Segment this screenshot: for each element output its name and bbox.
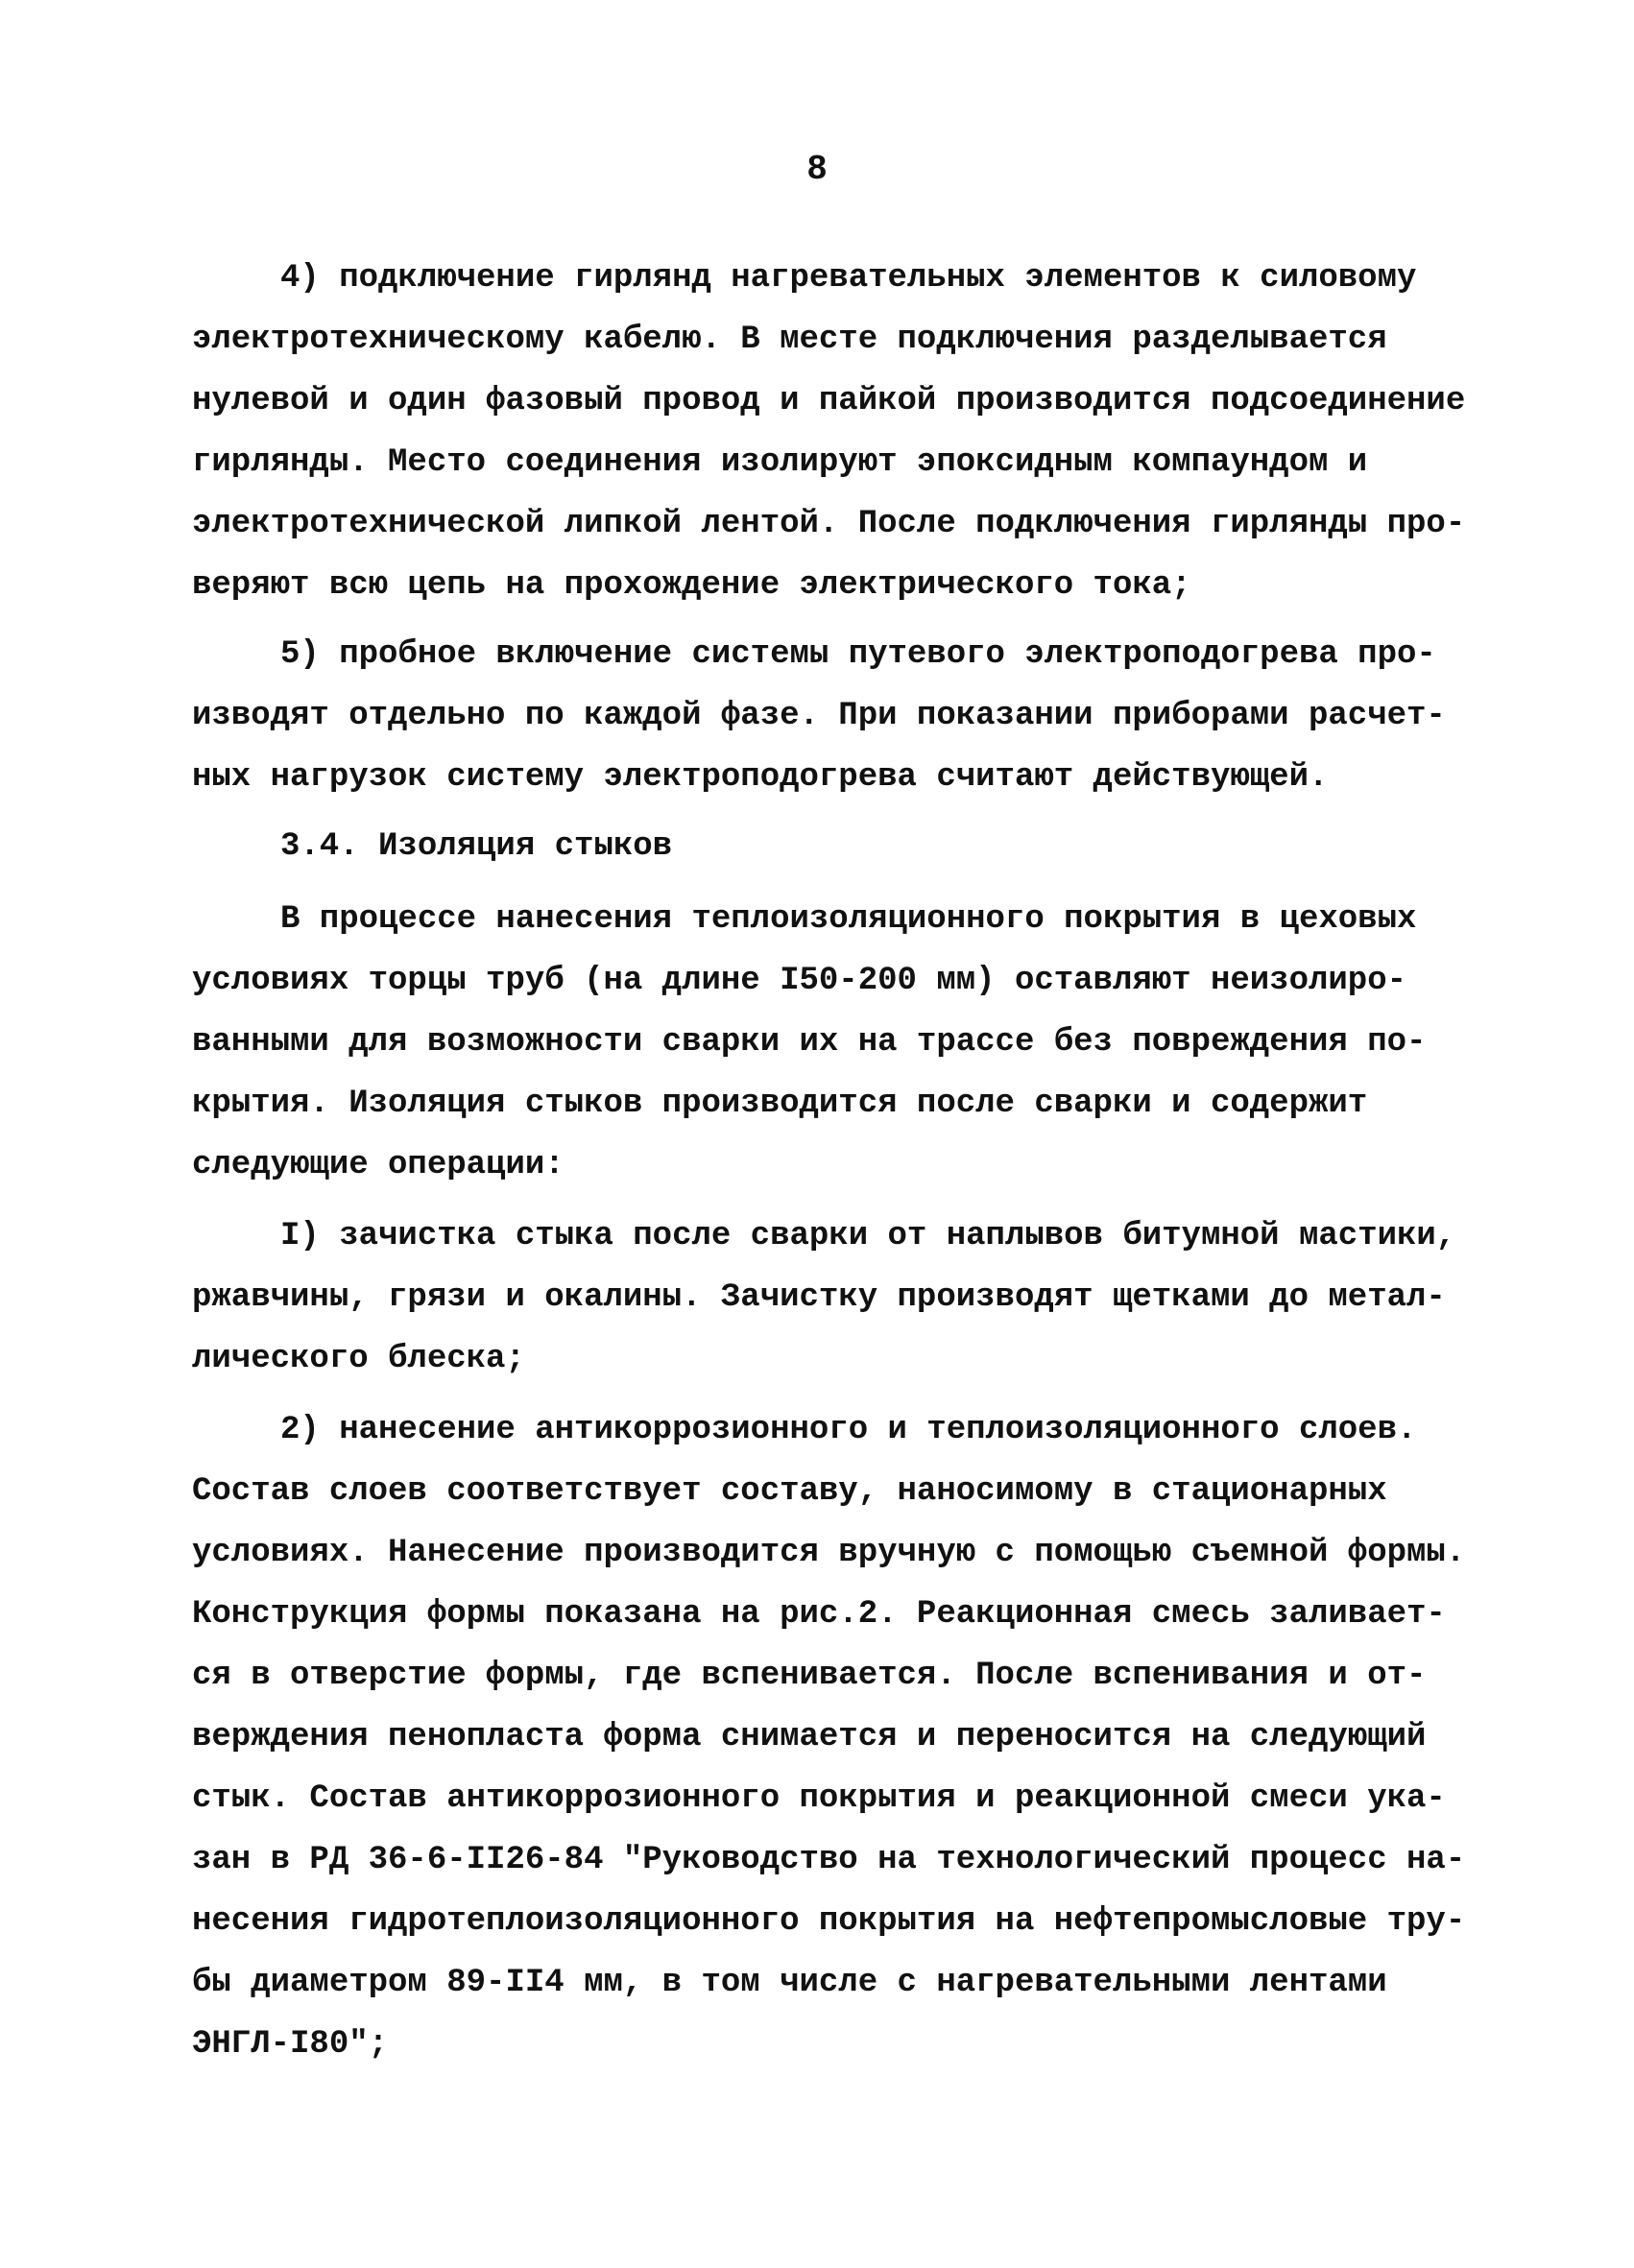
text-line: условиях. Нанесение производится вручную с помощью съемной формы. [192,1535,1466,1571]
text-line: В процессе нанесения теплоизоляционного покрытия в цеховых [280,901,1417,938]
text-line: 2) нанесение антикоррозионного и теплоизоляционного слоев. [280,1412,1417,1448]
text-line: следующие операции: [192,1147,565,1183]
text-line: зан в РД 36-6-II26-84 "Руководство на технологический процесс на- [192,1842,1466,1878]
text-line: лического блеска; [192,1341,525,1377]
text-line: электротехнической липкой лентой. После подключения гирлянды про- [192,506,1466,542]
text-line: верждения пенопласта форма снимается и переносится на следующий [192,1719,1427,1755]
text-line: гирлянды. Место соединения изолируют эпоксидным компаундом и [192,444,1368,481]
text-line: ся в отверстие формы, где вспенивается. После вспенивания и от- [192,1658,1427,1694]
text-line: ЭНГЛ-I80"; [192,2026,389,2063]
text-line: Конструкция формы показана на рис.2. Реакционная смесь заливает- [192,1596,1446,1633]
text-line: ванными для возможности сварки их на трассе без повреждения по- [192,1024,1427,1061]
text-line: бы диаметром 89-II4 мм, в том числе с нагревательными лентами [192,1965,1387,2001]
text-line: несения гидротеплоизоляционного покрытия на нефтепромысловые тру- [192,1903,1466,1940]
text-line: ржавчины, грязи и окалины. Зачистку производят щетками до метал- [192,1279,1446,1316]
text-line: 5) пробное включение системы путевого электроподогрева про- [280,636,1436,673]
text-line: стык. Состав антикоррозионного покрытия и реакционной смеси ука- [192,1780,1446,1817]
text-line: I) зачистка стыка после сварки от наплывов битумной мастики, [280,1218,1456,1254]
text-line: крытия. Изоляция стыков производится после сварки и содержит [192,1086,1368,1122]
text-line: нулевой и один фазовый провод и пайкой производится подсоединение [192,383,1466,419]
page-number: 8 [806,150,828,189]
text-line: условиях торцы труб (на длине I50-200 мм) оставляют неизолиро- [192,963,1407,999]
text-line: электротехническому кабелю. В месте подключения разделывается [192,322,1387,358]
text-line: веряют всю цепь на прохождение электрического тока; [192,567,1191,604]
text-line: ных нагрузок систему электроподогрева считают действующей. [192,759,1329,796]
text-line: 4) подключение гирлянд нагревательных элементов к силовому [280,260,1417,297]
text-line: Состав слоев соответствует составу, наносимому в стационарных [192,1473,1387,1510]
text-line: изводят отдельно по каждой фазе. При показании приборами расчет- [192,698,1446,734]
section-heading: 3.4. Изоляция стыков [280,828,673,865]
